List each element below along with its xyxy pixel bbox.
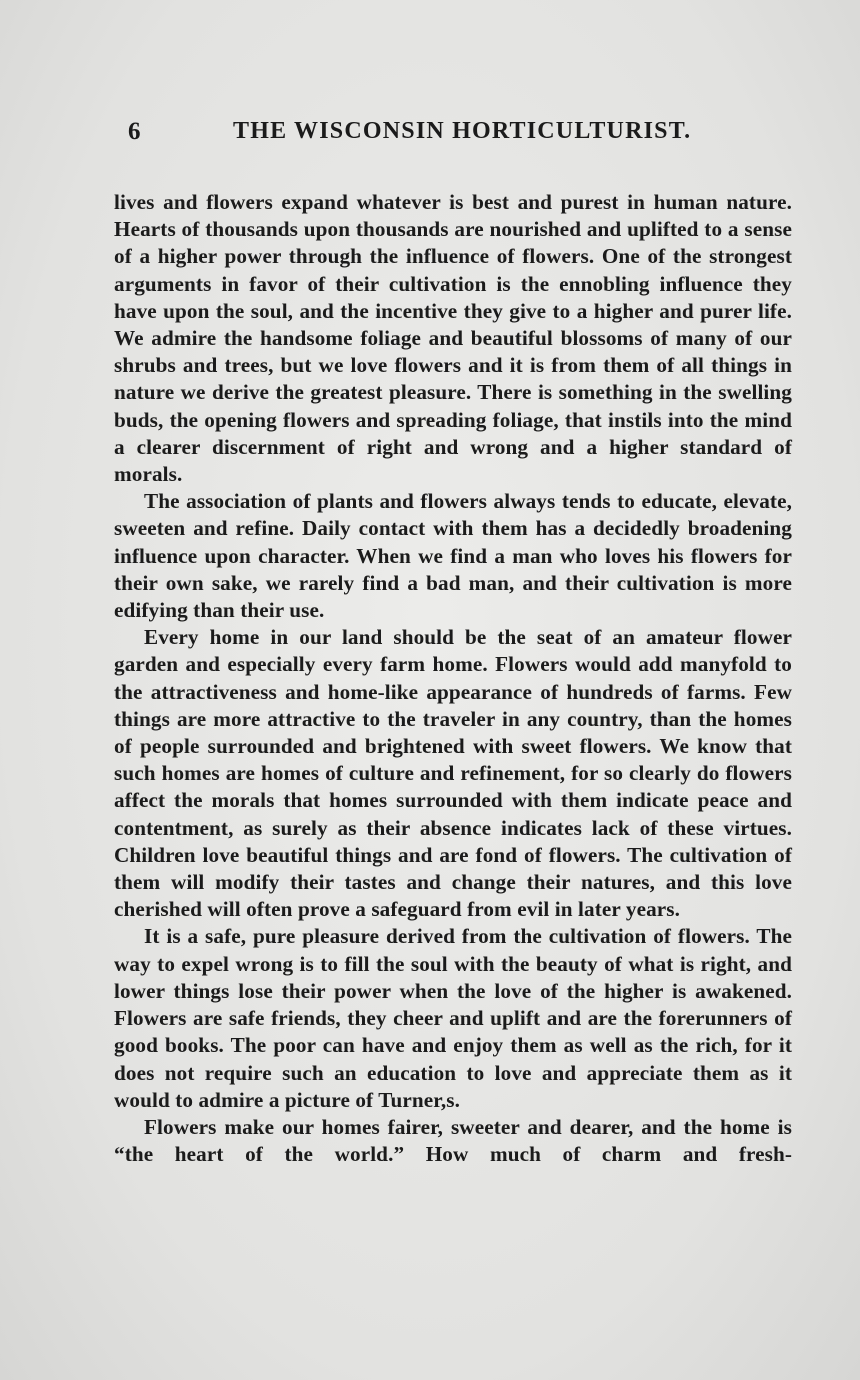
running-title: THE WISCONSIN HORTICULTURIST. (233, 118, 692, 144)
paragraph-1: lives and flowers expand whatever is best and purest in human nature. Hearts of thousands upon thousands are nourished and uplifted to a sense of a higher power through the influence of flowers. One of the strongest arguments in favor of their cultivation is the ennobling influence they have upon the soul, and the incentive they give to a higher and purer life. We admire the handsome foliage and beautiful blossoms of many of our shrubs and trees, but we love flowers and it is from them of all things in nature we derive the greatest pleasure. There is something in the swelling buds, the opening flowers and spreading foliage, that instils into the mind a clearer discernment of right and wrong and a higher standard of morals. (114, 190, 792, 487)
paragraph-5: Flowers make our homes fairer, sweeter and dearer, and the home is “the heart of the world.” How much of charm and fresh- (114, 1114, 792, 1167)
page-number: 6 (128, 118, 141, 145)
paragraph-3: Every home in our land should be the seat of an amateur flower garden and especially every farm home. Flowers would add manyfold to the attractiveness and home-like appearance of hundreds of farms. Few things are more attractive to the traveler in any country, than the homes of people surrounded and brightened with sweet flowers. We know that such homes are homes of culture and refinement, for so clearly do flowers affect the morals that homes surrounded with them indicate peace and contentment, as surely as their absence indicates lack of these virtues. Children love beautiful things and are fond of flowers. The cultivation of them will modify their tastes and change their natures, and this love cherished will often prove a safeguard from evil in later years. (114, 625, 792, 922)
paragraph-2: The association of plants and flowers always tends to educate, elevate, sweeten and refine. Daily contact with them has a decidedly broadening influence upon character. When we find a man who loves his flowers for their own sake, we rarely find a bad man, and their cultivation is more edifying than their use. (114, 489, 792, 623)
paragraph-4: It is a safe, pure pleasure derived from the cultivation of flowers. The way to expel wrong is to fill the soul with the beauty of what is right, and lower things lose their power when the love of the higher is awakened. Flowers are safe friends, they cheer and uplift and are the forerunners of good books. The poor can have and enjoy them as well as the rich, for it does not require such an education to love and appreciate them as it would to admire a picture of Turner,s. (114, 924, 792, 1112)
body-text (114, 189, 792, 1168)
running-header (128, 116, 708, 152)
